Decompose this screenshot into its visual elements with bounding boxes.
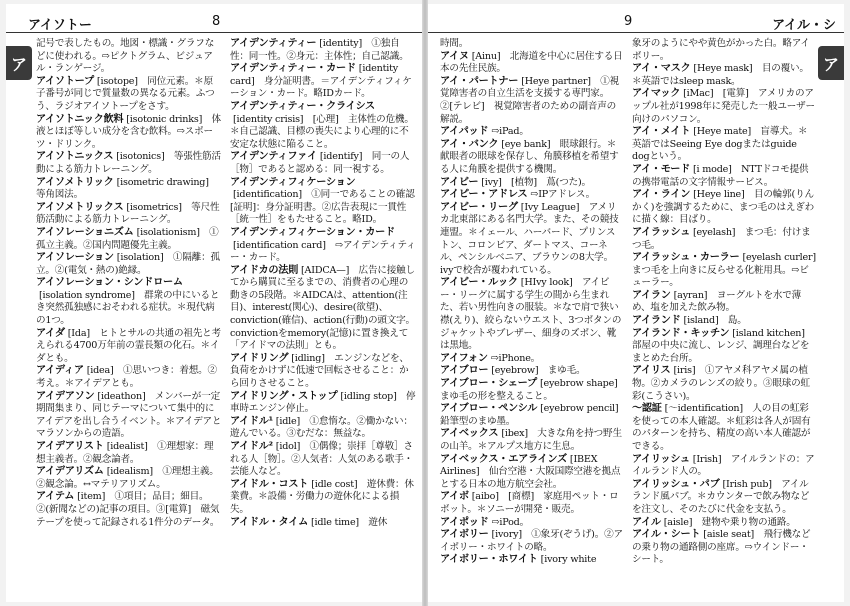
entry-headword: アイドリング・ストップ <box>230 390 338 402</box>
dictionary-entry <box>632 479 816 517</box>
entry-columns <box>440 38 826 598</box>
entry-definition: [isotope] 同位元素。＊原子番号が同じで質量数の異なる元素。ふつう、ラジオアイソトープをさす。 <box>36 75 215 112</box>
entry-definition: [ideathon] メンバーが一定期間集まり、同じテーマについて集中的にアイデアを出し合うイベント。＊アイデアとマラソンからの造語。 <box>36 390 222 440</box>
entry-definition: [IBEX Airlines] 仙台空港・大阪国際空港を拠点とする日本の地方航空会社。 <box>440 453 621 490</box>
dictionary-entry <box>36 76 222 114</box>
entry-headword: アイソメトリック <box>36 176 114 188</box>
entry-headword: アイピー・アドレス <box>440 189 528 201</box>
entry-headword: アイビー <box>440 176 479 188</box>
entry-headword: アイマック <box>632 88 681 100</box>
entry-definition: [Irish pub] アイルランド風パブ。＊カウンターで飲み物などを注文し、そのたびに代金を支払う。 <box>632 478 810 515</box>
entry-headword: アイドカの法則 <box>230 264 298 276</box>
dictionary-entry <box>36 177 222 202</box>
entry-headword: アイ・バンク <box>440 138 499 150</box>
entry-definition: [Heye partner] ①視覚障害者の自立生活を支援する専門家。②[テレビ] 視覚障害者のための副音声の解説。 <box>440 75 619 125</box>
column-1 <box>440 38 628 598</box>
column-2 <box>632 38 826 598</box>
entry-definition: [aisle] 建物や乗り物の通路。 <box>663 516 796 528</box>
entry-definition: [iris] ①アヤメ科アヤメ属の植物。②カメラのレンズの絞り。③眼球の虹彩(こうさい)。 <box>632 365 810 402</box>
dictionary-entry <box>36 441 222 466</box>
entry-definition: [idle] ①怠惰な。②働かない：遊んでいる。③むだな：無益な。 <box>230 415 413 440</box>
dictionary-entry <box>36 491 222 529</box>
column-2 <box>230 38 416 598</box>
entry-definition: [island] 島。 <box>683 315 747 327</box>
entry-headword: アイデアリズム <box>36 466 104 478</box>
left-page <box>6 4 422 602</box>
entry-headword: アイデンティフィケーション <box>230 176 356 188</box>
entry-definition: [idealism] ①理想主義。②観念論。↔マテリアリズム。 <box>36 466 219 490</box>
entry-headword: アイソレーション・シンドローム <box>36 277 183 289</box>
entry-headword: アイデアソン <box>36 390 95 402</box>
dictionary-entry <box>440 403 628 428</box>
entry-headword: アイブロー <box>440 365 489 377</box>
dictionary-entry <box>632 189 816 227</box>
entry-definition: ⇨iPad。 <box>491 126 529 138</box>
entry-definition: [aisle seat] 飛行機などの乗り物の通路側の座席。⇨ウインドー・シート。 <box>632 529 811 566</box>
dictionary-entry <box>632 517 816 530</box>
entry-headword: アイソメトリックス <box>36 201 124 213</box>
page-number: 8 <box>212 14 221 29</box>
entry-definition: [ayran] ヨーグルトを水で薄め、塩を加えた飲み物。 <box>632 289 801 314</box>
entry-definition: [ivory white <box>540 554 597 566</box>
entry-headword: アイドル・コスト <box>230 478 309 490</box>
dictionary-entry <box>230 63 416 101</box>
entry-headword: アイボリー・ホワイト <box>440 554 538 566</box>
dictionary-entry <box>632 454 816 479</box>
entry-headword: アイブロー・ペンシル <box>440 403 538 415</box>
entry-definition: [identification] ①同一であることの確認[証明]：身分証明書。②広告表現に一貫性［統一性］をもたせること。略ID。 <box>230 189 415 226</box>
entry-definition: [idle cost] 遊休費：休業費。＊設備・労働力の遊休化による損失。 <box>230 478 414 515</box>
entry-headword: アイランド <box>632 315 681 327</box>
dictionary-entry <box>440 428 624 453</box>
entry-headword: アイデンティファイ <box>230 151 317 163</box>
entry-definition: [isotonics] 等張性筋活動による筋力トレーニング。 <box>36 151 221 175</box>
entry-definition: [identity crisis] [心理] 主体性の危機。＊自己認識、目標の喪失により心理的に不安定な状態に陥ること。 <box>230 113 414 150</box>
dictionary-entry <box>36 328 222 366</box>
entry-definition: [eye bank] 眼球銀行。＊献眼者の眼球を保存し、角膜移植を希望する人に角膜を提供する機関。 <box>440 138 619 175</box>
entry-headword: アイリス <box>632 365 671 377</box>
thumb-index-tab: ア <box>818 46 844 80</box>
entry-definition: [eyebrow pencil] 鉛筆型のまゆ墨。 <box>440 403 628 427</box>
entry-headword: アイソトープ <box>36 75 94 87</box>
entry-definition: [eyelash curler] まつ毛を上向きに反らせる化粧用具。⇨ビューラー。 <box>632 252 826 289</box>
dictionary-entry <box>230 479 416 517</box>
entry-definition: [identity] ①独自性：同一性。②身元：主体性；自己認識。 <box>230 38 409 62</box>
dictionary-entry <box>440 126 624 139</box>
dictionary-entry <box>632 290 816 315</box>
entry-definition: [island kitchen] 部屋の中央に流し、レンジ、調理台などをまとめた台所。 <box>632 327 815 364</box>
dictionary-entry <box>440 554 624 567</box>
entry-headword: アイデアリスト <box>36 441 104 452</box>
entry-definition: [eyebrow shape] まゆ毛の形を整えること。 <box>440 378 628 402</box>
dictionary-entry <box>230 177 416 227</box>
entry-headword: アイソトニック飲料 <box>36 113 124 125</box>
entry-headword: アイソレーショニズム <box>36 226 134 238</box>
entry-definition: [eyebrow] まゆ毛。 <box>491 365 586 377</box>
entry-definition: [～identification] 人の目の虹彩を使っての本人確認。＊虹彩は各人が固有のパターンを持ち、精度の高い本人確認ができる。 <box>632 403 811 452</box>
page-header <box>428 10 844 33</box>
entry-headword: アイリッシュ <box>632 453 690 465</box>
dictionary-entry <box>36 466 222 491</box>
dictionary-entry <box>230 441 416 479</box>
entry-headword: アイ・マスク <box>632 63 691 75</box>
entry-definition: [idol] ①偶像；崇拝［尊敬］される人［物］。②人気者：人気のある歌手・芸能人など。 <box>230 441 414 478</box>
entry-definition: ⇨iPod。 <box>491 516 530 528</box>
dictionary-entry <box>632 63 816 88</box>
dictionary-entry <box>230 151 416 176</box>
dictionary-entry <box>440 189 624 202</box>
entry-headword: アイランド・キッチン <box>632 327 730 339</box>
dictionary-entry <box>632 227 816 252</box>
dictionary-entry <box>36 38 222 76</box>
entry-definition: [ibex] 大きな角を持つ野生の山羊。＊アルプス地方に生息。 <box>440 428 622 452</box>
right-page <box>428 4 844 602</box>
entry-headword: アイデンティティー・カード <box>230 63 356 75</box>
entry-definition: ⇨IPアドレス。 <box>530 189 596 201</box>
entry-definition: [i mode] NTTドコモ提供の携帯電話の文字情報サービス。 <box>632 163 809 188</box>
dictionary-entry <box>36 365 222 390</box>
dictionary-entry <box>440 454 624 492</box>
page-number: 9 <box>624 14 633 29</box>
entry-definition: [Irish] アイルランドの：アイルランド人の。 <box>632 453 815 478</box>
entry-definition: [isometrics] 等尺性筋活動による筋力トレーニング。 <box>36 201 220 226</box>
entry-definition: ⇨iPhone。 <box>490 352 541 364</box>
entry-definition: [isometric drawing] 等角図法。 <box>36 176 219 201</box>
entry-definition: [identity card] 身分証明書。＝アイデンティフィケーション・カード。略IDカード。 <box>230 63 412 100</box>
entry-columns <box>36 38 416 598</box>
entry-headword: アイ・パートナー <box>440 75 519 87</box>
entry-definition: 記号で表したもの。地図・標識・グラフなどに使われる。⇨ピクトグラム、ビジュアル・ランゲージ。 <box>36 38 215 75</box>
dictionary-entry <box>36 252 222 277</box>
dictionary-entry <box>440 277 624 353</box>
entry-definition: [identification card] ⇨アイデンティティー・カード。 <box>230 239 416 264</box>
dictionary-entry <box>36 151 222 176</box>
entry-definition: [idling stop] 停車時エンジン停止。 <box>230 390 416 415</box>
entry-headword: アイ・メイト <box>632 126 691 138</box>
entry-definition: [ivory] ①象牙(ぞうげ)。②アイボリー・ホワイトの略。 <box>440 529 623 553</box>
entry-definition: [idle time] 遊休 <box>310 516 388 528</box>
entry-headword: アイブロー・シェープ <box>440 378 537 390</box>
dictionary-entry <box>230 391 416 416</box>
entry-headword: ～認証 <box>632 403 662 415</box>
running-head: アイソトー <box>28 18 92 33</box>
entry-definition: [isolation] ①隔離：孤立。②(電気・熱の)絶縁。 <box>36 252 220 276</box>
dictionary-entry <box>440 365 624 378</box>
dictionary-entry <box>230 265 416 353</box>
entry-headword: アイダ <box>36 327 65 339</box>
entry-headword: アイドル² <box>230 441 273 452</box>
entry-headword: アイ・モード <box>632 163 690 175</box>
entry-headword: アイヌ <box>440 50 469 62</box>
entry-headword: アイル・シート <box>632 529 701 541</box>
entry-headword: アイラッシュ・カーラー <box>632 252 740 264</box>
dictionary-entry <box>632 529 816 567</box>
entry-headword: アイ・ライン <box>632 189 691 201</box>
dictionary-entry <box>36 202 222 227</box>
entry-headword: アイデンティティー <box>230 38 317 49</box>
entry-definition: [Heye mate] 盲導犬。＊英語ではSeeing Eye dogまたはguide dogという。 <box>632 126 808 163</box>
entry-definition: [Ida] ヒトとサルの共通の祖先と考えられる4700万年前の霊長類の化石。＊イダとも。 <box>36 327 221 364</box>
entry-headword: アイル <box>632 516 661 528</box>
entry-headword: アイラン <box>632 289 671 301</box>
dictionary-entry <box>632 365 816 403</box>
dictionary-entry <box>230 416 416 441</box>
dictionary-entry <box>632 403 816 453</box>
entry-definition: [Ainu] 北海道を中心に居住する日本の先住民族。 <box>440 50 623 75</box>
entry-headword: アイボ <box>440 491 469 503</box>
entry-definition: [AIDCA—] 広告に接触してから購買に至るまでの、消費者の心理の動きの5段階。＊AIDCAは、attention(注目)、interest(関心)、desire(欲望)、conviction(確信)、action(行動)の頭文字。convictionをmemory(記憶)に置き換えて「アイドマの法則」とも。 <box>230 264 415 352</box>
entry-headword: アイデンティフィケーション・カード <box>230 226 395 238</box>
entry-headword: アイドル¹ <box>230 415 273 427</box>
entry-definition: [Heye line] 目の輪郭(りんかく)を強調するために、まつ毛のはえぎわに描く線：目ばり。 <box>632 189 815 226</box>
entry-definition: [HIvy look] アイビー・リーグに属する学生の間から生まれた、若い男性向きの服装。＊なで肩で狭い襟(えり)、絞らないウエスト、3つボタンのジャケットやブレザー、細身のズボン、靴は黒地。 <box>440 277 622 352</box>
entry-definition: [item] ①項目；品目；細目。②(新聞などの)記事の項目。③[電算] 磁気テープを使って記録される1件分のデータ。 <box>36 491 220 528</box>
column-1 <box>36 38 222 598</box>
entry-headword: アイソトニックス <box>36 151 114 163</box>
entry-headword: アイテム <box>36 491 75 503</box>
dictionary-entry <box>230 353 416 391</box>
entry-headword: アイパッド <box>440 126 489 138</box>
entry-definition: 時間。 <box>440 38 469 49</box>
entry-definition: [aibo] [商標] 家庭用ペット・ロボット。＊ソニーが開発・販売。 <box>440 491 619 515</box>
entry-definition: [iMac] [電算] アメリカのアップル社が1998年に発売した一般ユーザー向けのパソコン。 <box>632 88 815 125</box>
dictionary-entry <box>440 177 624 190</box>
entry-headword: アイディア <box>36 365 84 377</box>
dictionary-entry <box>440 202 624 278</box>
entry-definition: [idling] エンジンなどを、負荷をかけずに低速で回転させること：から回りさせること。 <box>230 352 409 390</box>
dictionary-entry <box>230 517 416 530</box>
dictionary-entry <box>440 76 624 126</box>
entry-headword: アイラッシュ <box>632 226 690 238</box>
dictionary-entry <box>36 391 222 441</box>
dictionary-entry <box>440 378 628 403</box>
dictionary-entry <box>230 38 416 63</box>
entry-headword: アイソレーション <box>36 252 114 264</box>
entry-headword: アイベックス <box>440 428 499 440</box>
entry-definition: [isolationism] ①孤立主義。②国内問題優先主義。 <box>36 226 219 251</box>
entry-definition: [eyelash] まつ毛：付けまつ毛。 <box>632 226 811 251</box>
dictionary-entry <box>440 139 624 177</box>
dictionary-entry <box>632 126 816 164</box>
dictionary-entry <box>440 529 624 554</box>
entry-headword: アイポッド <box>440 516 489 528</box>
dictionary-entry <box>36 114 222 152</box>
dictionary-entry <box>440 353 624 366</box>
entry-headword: アイフォン <box>440 352 488 364</box>
entry-definition: [idea] ①思いつき：着想。②考え。＊アイデアとも。 <box>36 365 217 390</box>
entry-headword: アイデンティティー・クライシス <box>230 100 375 112</box>
entry-headword: アイビー・ルック <box>440 277 518 289</box>
entry-definition: [Ivy League] アメリカ北東部にある名門大学。また、その競技連盟。＊イェール、ハーバード、プリンストン、コロンビア、ダートマス、コーネル、ペンシルベニア、ブラウンの8大学。ivyで校舎が覆われている。 <box>440 201 619 276</box>
dictionary-entry <box>36 227 222 252</box>
entry-definition: [identify] 同一の人［物］であると認める：同一視する。 <box>230 151 410 175</box>
dictionary-entry <box>36 277 222 327</box>
dictionary-entry <box>632 315 816 328</box>
running-head: アイル・シ <box>772 18 836 33</box>
entry-definition: [idealist] ①理想家：理想主義者。②観念論者。 <box>36 441 214 465</box>
page-header <box>6 10 422 33</box>
dictionary-entry <box>230 227 416 265</box>
entry-headword: アイドル・タイム <box>230 516 308 528</box>
dictionary-entry <box>440 491 624 516</box>
dictionary-entry <box>230 101 416 151</box>
entry-headword: アイボリー <box>440 529 489 541</box>
entry-headword: アイリッシュ・パブ <box>632 478 720 490</box>
dictionary-entry <box>632 164 816 189</box>
dictionary-entry <box>632 38 816 63</box>
entry-definition: [isotonic drinks] 体液とほぼ等しい成分を含む飲料。⇨スポーツ・ドリンク。 <box>36 113 221 150</box>
dictionary-entry <box>440 517 624 530</box>
dictionary-entry <box>440 51 624 76</box>
entry-definition: [isolation syndrome] 群衆の中にいるとき突然孤独感におそわれる症状。＊現代病の1つ。 <box>36 289 220 327</box>
dictionary-entry <box>440 38 624 51</box>
dictionary-entry <box>632 88 816 126</box>
entry-headword: アイベックス・エアラインズ <box>440 453 567 465</box>
entry-definition: [ivy] [植物] 蔦(つた)。 <box>481 176 591 188</box>
thumb-index-tab: ア <box>6 46 32 80</box>
entry-definition: 象牙のようにやや黄色がかった白。略アイボリー。 <box>632 38 810 62</box>
entry-headword: アイビー・リーグ <box>440 201 518 213</box>
dictionary-entry <box>632 328 816 366</box>
entry-definition: [Heye mask] 目の覆い。＊英語ではsleep mask。 <box>632 63 809 87</box>
dictionary-entry <box>632 252 826 290</box>
entry-headword: アイドリング <box>230 352 289 364</box>
